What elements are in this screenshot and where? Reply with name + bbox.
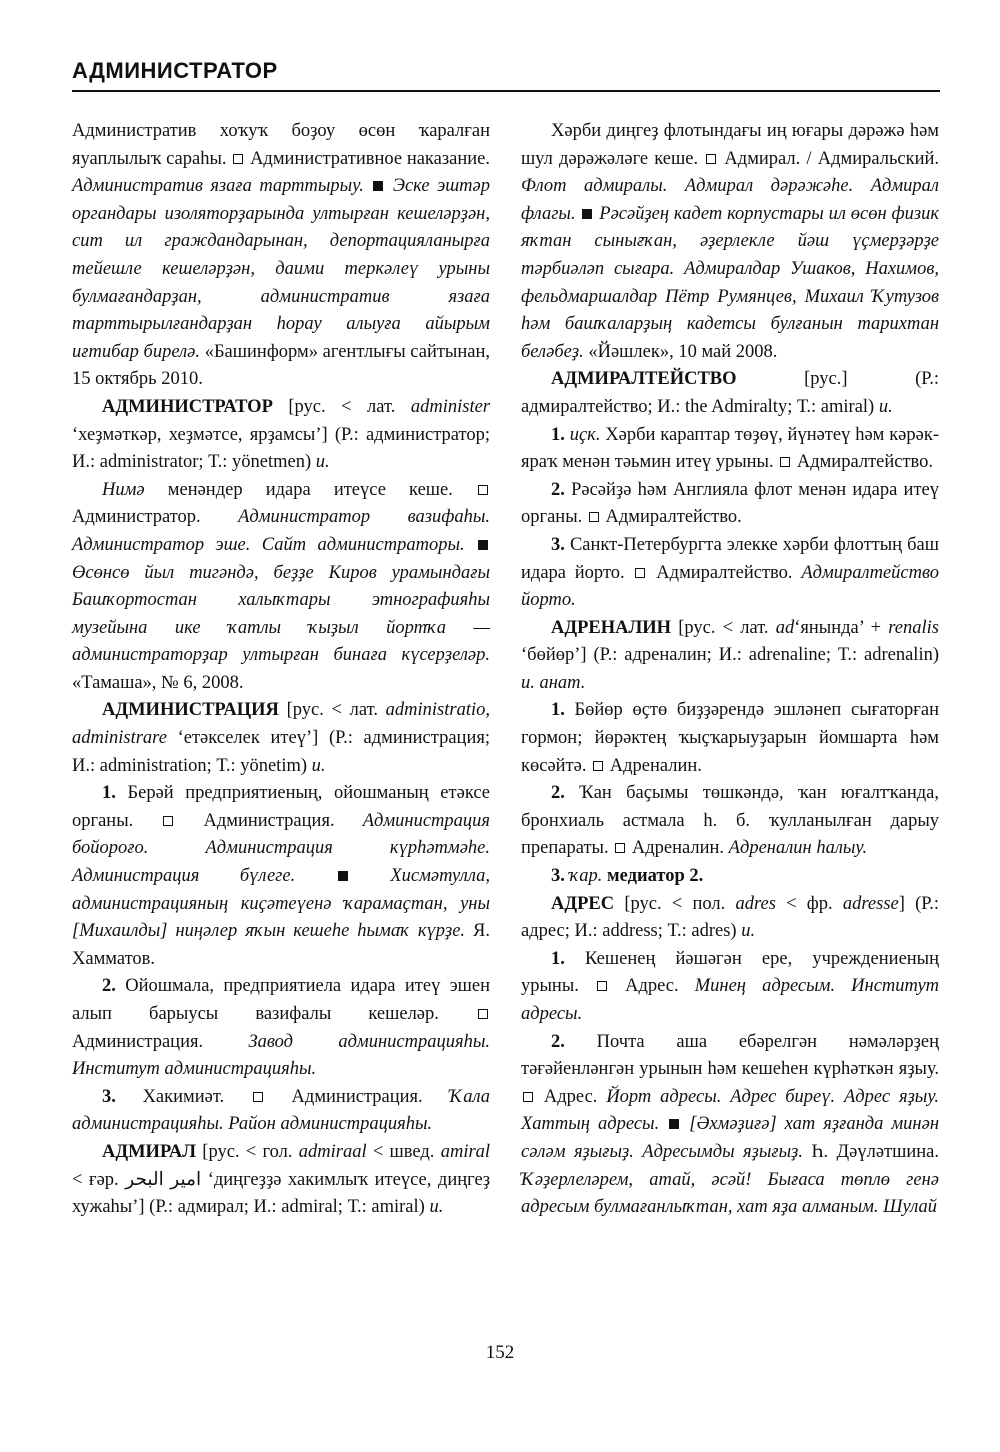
- definition: менәндер идара итеүсе кеше.: [167, 479, 453, 500]
- sense-2: [521, 477, 939, 532]
- etymology-source-word: administratio, administrare: [72, 700, 490, 749]
- sense-1: [521, 946, 939, 1029]
- part-of-speech: и.: [311, 755, 326, 776]
- russian-equivalent: Администрация.: [291, 1086, 423, 1107]
- entry-admiral: [72, 1139, 490, 1222]
- part-of-speech: и.: [741, 921, 756, 942]
- etymology: ‘хеҙмәткәр, хеҙмәтсе, ярҙамсы’] (Р.: администратор; И.: administrator; Т.: yönetmen): [72, 424, 490, 473]
- definition: Ҡан баҫымы төшкәндә, ҡан юғалтҡанда, бронхиаль астмала һ. б. ҡулланылған дарыу препараты.: [521, 783, 940, 859]
- cross-reference-target: медиатор 2.: [607, 866, 704, 887]
- square-marker-icon: [615, 843, 625, 853]
- square-marker-icon: [478, 485, 488, 495]
- sense-2: [521, 1029, 939, 1222]
- etymology-source-word: admiraal: [298, 1141, 367, 1162]
- usage-examples: Адмиралтейство йорто.: [521, 562, 940, 611]
- etymology: ‘етәкселек итеү’] (Р.: администрация; И.: administration; Т.: yönetim): [72, 728, 490, 776]
- usage-examples: Административ язаға тарттырыу.: [72, 176, 364, 197]
- usage-examples: Адреналин һалыу.: [728, 838, 868, 859]
- sense-number: 3.: [551, 866, 565, 887]
- etymology-source-word: amiral: [440, 1141, 491, 1162]
- definition: Хакимиәт.: [142, 1086, 225, 1107]
- square-marker-icon: [597, 981, 607, 991]
- usage-examples: Администратор вазифаһы. Администратор эше. Сайт администраторы.: [72, 507, 491, 555]
- etymology: [рус. < лат.: [288, 396, 396, 417]
- etymology: ] (Р.: адрес; И.: address; Т.: adres): [521, 893, 940, 942]
- filled-square-marker-icon: [582, 209, 592, 219]
- square-marker-icon: [706, 154, 716, 164]
- sense-number: 2.: [102, 976, 116, 997]
- russian-equivalent: Адрес.: [543, 1086, 598, 1107]
- entry-continuation: [521, 118, 939, 366]
- sense-number: 3.: [551, 534, 565, 555]
- sense-2: [72, 973, 490, 1083]
- citation-text: Өсөнсө йыл тигәндә, беҙҙе Киров урамындағы Башҡортостан халыҡтары этнографияһы музейына ике ҡатлы ҡыҙыл йортҡа — администраторҙар ултырған бинаға күсерҙеләр.: [72, 562, 490, 666]
- russian-equivalent: Административное наказание.: [250, 148, 491, 169]
- etymology: [рус.] (Р.: адмиралтейство; И.: the Admiralty; Т.: amiral): [521, 369, 939, 417]
- russian-equivalent: Адмиралтейство.: [605, 507, 742, 528]
- citation-text: Хисмәтулла, администрацияның киҫәтеүенә ҡарамаҫтан, уны [Михаилды] ниңәлер яҡын кешеһе һымаҡ күрҙе.: [72, 866, 490, 942]
- sense-1: [521, 422, 939, 477]
- headword: АДРЕНАЛИН: [551, 617, 672, 638]
- arabic-word: امير البحر: [125, 1169, 202, 1190]
- sense-1: [72, 780, 490, 973]
- definition: Почта аша ебәрелгән нәмәләрҙең тәғәйенләнгән урынын һәм кешеһен күрһәткән яҙыу.: [521, 1031, 939, 1080]
- left-column: [72, 118, 490, 1222]
- entry-adrenaline: [521, 615, 939, 698]
- sense-3: [521, 532, 939, 615]
- etymology-source-word: adresse: [842, 893, 899, 914]
- sense-number: 1.: [102, 783, 116, 804]
- sense-number: 1.: [551, 424, 565, 445]
- russian-equivalent: Адреналин.: [631, 838, 725, 859]
- cross-reference-label: ҡар.: [569, 866, 603, 887]
- page-number: 152: [485, 1342, 515, 1363]
- square-marker-icon: [233, 154, 243, 164]
- definition: Хәрби диңгеҙ флотындағы иң юғары дәрәжә һәм шул дәрәжәләге кеше.: [521, 121, 939, 169]
- entry-administration: [72, 697, 490, 780]
- russian-equivalent: Адреналин.: [609, 755, 702, 776]
- headword: АДМИРАЛ: [102, 1141, 197, 1162]
- usage-examples: Минең адресым. Институт адресы.: [521, 976, 940, 1024]
- sense-number: 3.: [102, 1086, 116, 1107]
- part-of-speech: и.: [315, 452, 330, 473]
- citation-text: Ҡәҙерлеләрем, атай, әсәй! Бығаса төплө генә адресым булмағанлыҡтан, хат яҙа алманым. Шулай: [521, 1169, 939, 1218]
- russian-equivalent: Адмиралтейство.: [796, 452, 934, 473]
- etymology: ‘бөйөр’] (Р.: адреналин; И.: adrenaline; Т.: adrenalin): [521, 645, 939, 666]
- entry-continuation: [72, 118, 490, 394]
- filled-square-marker-icon: [373, 181, 383, 191]
- etymology-source-word: renalis: [888, 617, 940, 638]
- sense-number: 2.: [551, 783, 565, 804]
- etymology: < фр.: [786, 893, 833, 914]
- definition: Административ хоҡуҡ боҙоу өсөн ҡаралған яуаплылыҡ сараһы.: [72, 121, 490, 169]
- russian-equivalent: Адрес.: [625, 976, 679, 997]
- russian-equivalent: Администрация.: [203, 810, 335, 831]
- sense-3: [521, 863, 939, 891]
- filled-square-marker-icon: [478, 540, 488, 550]
- definition: Ойошмала, предприятиела идара итеү эшен алып барыусы вазифалы кешеләр.: [72, 976, 490, 1024]
- entry-address: [521, 891, 939, 946]
- citation-text: [Әхмәҙиғә] хат яҙғанда минән сәләм яҙығыҙ. Адресымды яҙығыҙ.: [521, 1114, 940, 1162]
- sense-number: 2.: [551, 1031, 565, 1052]
- etymology: < швед.: [372, 1141, 435, 1162]
- sense-1: [521, 697, 939, 780]
- etymology: [рус. < гол.: [202, 1141, 293, 1162]
- square-marker-icon: [589, 512, 599, 522]
- citation-source: «Тамаша», № 6, 2008.: [72, 672, 244, 693]
- russian-equivalent: Адмиралтейство.: [656, 562, 793, 583]
- etymology: [рус. < лат.: [678, 617, 769, 638]
- headword: АДМИНИСТРАТОР: [102, 396, 273, 417]
- citation-source: «Башинформ» агентлығы сайтынан, 15 октябрь 2010.: [72, 341, 490, 390]
- etymology: ‘диңгеҙҙә хакимлыҡ итеүсе, диңгеҙ хужаһы’] (Р.: адмирал; И.: admiral; Т.: amiral): [72, 1169, 491, 1218]
- definition: Хәрби караптар төҙөү, йүнәтеү һәм кәрәк-яраҡ менән тәьмин итеү урыны.: [521, 424, 940, 473]
- citation-source: Һ. Дәүләтшина.: [811, 1141, 940, 1162]
- etymology: ‘янында’ +: [794, 617, 882, 638]
- square-marker-icon: [163, 816, 173, 826]
- usage-examples: Завод администрацияһы. Институт администрацияһы.: [72, 1031, 490, 1080]
- russian-equivalent: Администрация.: [72, 1031, 204, 1052]
- square-marker-icon: [523, 1092, 533, 1102]
- entry-administrator: [72, 394, 490, 477]
- headword: АДРЕС: [551, 893, 615, 914]
- definition: Рәсәйҙә һәм Англияла флот менән идара итеү органы.: [521, 479, 939, 528]
- definition: Кешенең йәшәгән ере, учреждениеның урыны.: [521, 948, 940, 997]
- usage-examples: Йорт адресы. Адрес биреү. Адрес яҙыу. Хаттың адресы.: [521, 1086, 940, 1135]
- citation-text: Эске эштәр органдары изоляторҙарында ултырған кешеләрҙән, сит ил граждандарынан, депортацияланырға тейешле кешеләрҙән, даими теркәлеү урыны булмағандарҙан, административ язаға тарттырылғандарҙан һорау алыуға айырым иғтибар бирелә.: [72, 176, 491, 362]
- sense-number: 1.: [551, 948, 565, 969]
- header-rule: [72, 90, 940, 92]
- usage-examples: Ҡала администрацияһы. Район администрацияһы.: [72, 1086, 491, 1135]
- headword: АДМИРАЛТЕЙСТВО: [551, 369, 737, 390]
- etymology-source-word: adres: [735, 893, 776, 914]
- russian-equivalent: Адмирал. / Адмиральский.: [724, 148, 940, 169]
- entry-admiralty: [521, 366, 939, 421]
- square-marker-icon: [635, 568, 645, 578]
- headword: АДМИНИСТРАЦИЯ: [102, 700, 279, 721]
- square-marker-icon: [253, 1092, 263, 1102]
- square-marker-icon: [478, 1009, 488, 1019]
- usage-label: иҫк.: [569, 424, 601, 445]
- etymology: [рус. < лат.: [286, 700, 378, 721]
- definition: Бөйөр өҫтө биҙҙәрендә эшләнеп сығаторған гормон; йөрәктең ҡыҫҡарыуҙарын йомшарта һәм көсәйтә.: [521, 700, 939, 776]
- citation-text: Рәсәйҙең кадет корпустары ил өсөн физик яҡтан сынығҡан, әҙерлекле йәш үҫмерҙәрҙе тәрбиәләп сығара. Адмиралдар Ушаков, Нахимов, фельдмаршалдар Пётр Румянцев, Михаил Ҡутузов һәм башҡаларҙың кадетсы булғанын тарихтан беләбеҙ.: [521, 203, 940, 362]
- sense-word: Нимә: [102, 479, 145, 500]
- filled-square-marker-icon: [669, 1119, 679, 1129]
- sense-2: [521, 780, 939, 863]
- part-of-speech: и. анат.: [521, 672, 586, 693]
- definition: Санкт-Петербургта элекке хәрби флоттың баш идара йорто.: [521, 534, 939, 583]
- sense-number: 1.: [551, 700, 565, 721]
- part-of-speech: и.: [429, 1197, 444, 1218]
- etymology: < ғәр.: [72, 1169, 119, 1190]
- usage-examples: Администрация бойороғо. Администрация күрһәтмәһе. Администрация бүлеге.: [72, 810, 491, 887]
- running-head: АДМИНИСТРАТОР: [72, 58, 278, 83]
- sense-number: 2.: [551, 479, 565, 500]
- usage-examples: Флот адмиралы. Адмирал дәрәжәһе. Адмирал флагы.: [521, 176, 939, 224]
- square-marker-icon: [593, 761, 603, 771]
- etymology-source-word: administer: [410, 396, 490, 417]
- russian-equivalent: Администратор.: [72, 507, 201, 528]
- definition: Берәй предприятиеның, ойошманың етәксе органы.: [72, 783, 490, 831]
- sense-3: [72, 1084, 490, 1139]
- etymology-source-word: ad: [775, 617, 795, 638]
- right-column: [521, 118, 939, 1222]
- citation-source: Я. Хамматов.: [72, 921, 490, 969]
- part-of-speech: и.: [878, 396, 893, 417]
- filled-square-marker-icon: [338, 871, 348, 881]
- citation-source: «Йәшлек», 10 май 2008.: [588, 341, 778, 362]
- square-marker-icon: [780, 457, 790, 467]
- etymology: [рус. < пол.: [624, 893, 726, 914]
- sense: [72, 477, 490, 698]
